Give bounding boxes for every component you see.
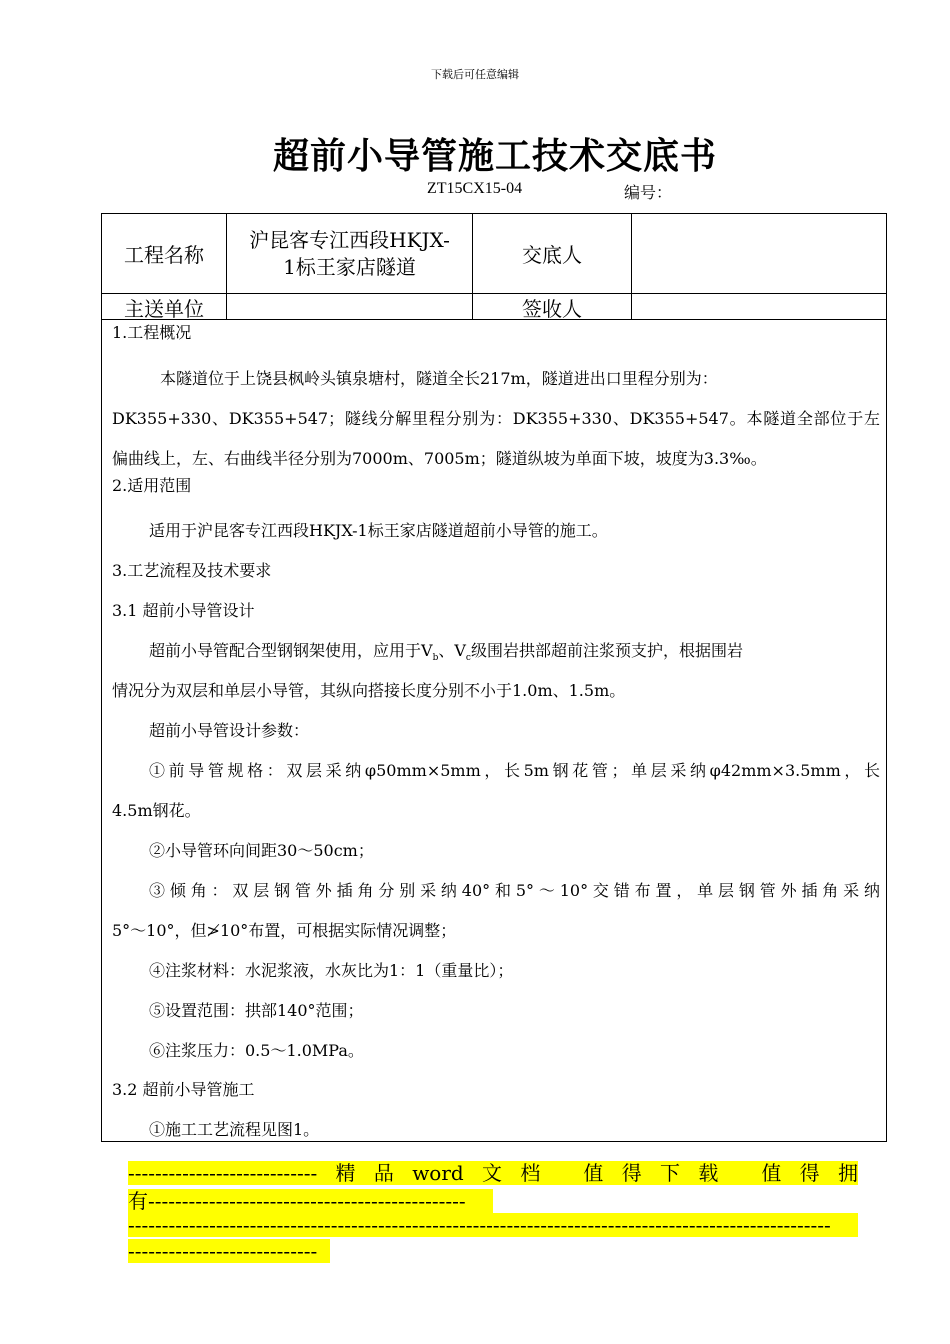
s31-item6: ⑥注浆压力：0.5～1.0MPa。 [149,1041,364,1060]
header-note: 下载后可任意编辑 [431,68,519,81]
presenter-label: 交底人 [473,214,632,293]
s31-item3-line1: ③倾角：双层钢管外插角分别采纳40°和5°～10°交错布置，单层钢管外插角采纳 [149,881,880,900]
presenter-value [632,214,886,293]
project-name-label: 工程名称 [102,214,227,293]
footer-banner-line1: ----------------------------精品word文档 值得下载 值得拥 [128,1161,858,1185]
footer-banner-line4: ---------------------------- [128,1239,330,1263]
footer-banner-row4 [128,1239,858,1268]
s31-paragraph-line1: 超前小导管配合型钢钢架使用，应用于$Ⅴ_b$、$Ⅴ_c$级围岩拱部超前注浆预支护，根据围岩 [149,641,743,664]
header-row-project [102,214,886,294]
s2-paragraph: 适用于沪昆客专江西段HKJX-1标王家店隧道超前小导管的施工。 [149,521,608,540]
s1-paragraph-line1: 本隧道位于上饶县枫岭头镇泉塘村，隧道全长217m，隧道进出口里程分别为： [160,369,718,388]
s1-paragraph-line3: 偏曲线上，左、右曲线半径分别为7000m、7005m；隧道纵坡为单面下坡，坡度为3.3‰。 [112,449,767,468]
document-frame [101,213,887,1142]
footer-banner-line2: 有----------------------------------------------- [128,1189,493,1213]
footer-banner-row3 [128,1213,858,1242]
s31-params-title: 超前小导管设计参数： [149,721,310,740]
s31-paragraph-line2: 情况分为双层和单层小导管，其纵向搭接长度分别不小于1.0m、1.5m。 [112,681,626,700]
receiver-label: 签收人 [473,293,632,319]
project-name-value [227,214,473,293]
s31-item3-line2: 5°～10°，但≯10°布置，可根据实际情况调整； [112,921,457,940]
section-2-heading: 2.适用范围 [112,476,192,495]
header-row-unit [102,293,886,320]
receiver-value [632,293,886,319]
s31-item2: ②小导管环向间距30～50cm； [149,841,374,860]
number-label: 编号： [624,183,673,202]
section-3-1-heading: 3.1 超前小导管设计 [112,601,255,620]
s31-item5: ⑤设置范围：拱部140°范围； [149,1001,364,1020]
document-code: ZT15CX15-04 [427,180,523,197]
footer-banner-line3: -------------------------------------------------------------------------------------------------------- [128,1213,858,1237]
s31-item4: ④注浆材料：水泥浆液，水灰比为1：1（重量比）； [149,961,514,980]
s31-item1-line2: 4.5m钢花。 [112,801,201,820]
send-unit-label: 主送单位 [102,293,227,319]
section-3-2-heading: 3.2 超前小导管施工 [112,1080,255,1099]
footer-banner [128,1161,858,1185]
s32-item1: ①施工工艺流程见图1。 [149,1120,320,1139]
document-title: 超前小导管施工技术交底书 [272,135,717,177]
send-unit-value [227,293,473,319]
s31-item1-line1: ①前导管规格：双层采纳φ50mm×5mm，长5m钢花管；单层采纳φ42mm×3.5mm，长 [149,761,880,780]
project-name-line2: 1标王家店隧道 [283,254,416,279]
project-name-line1: 沪昆客专江西段HKJX- [249,227,450,252]
section-3-heading: 3.工艺流程及技术要求 [112,561,272,580]
section-1-heading: 1.工程概况 [112,323,192,342]
s1-paragraph-line2: DK355+330、DK355+547；隧线分解里程分别为：DK355+330、DK355+547。本隧道全部位于左 [112,409,880,428]
